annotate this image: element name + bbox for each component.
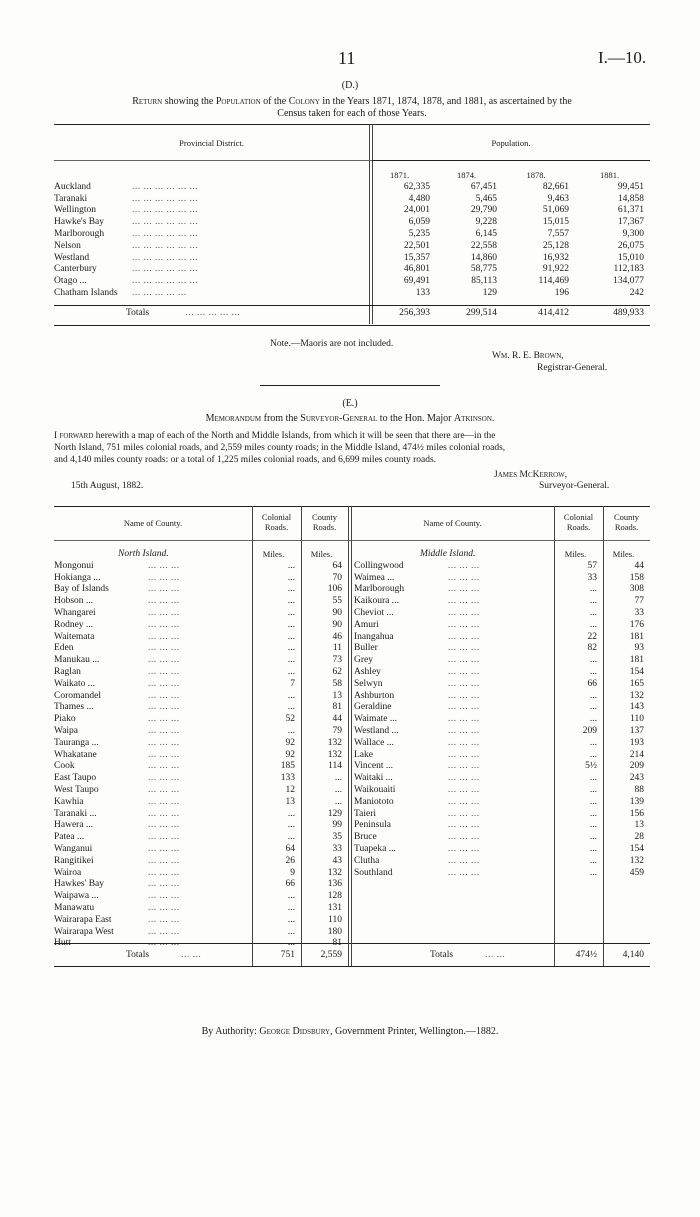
memorandum-paragraph: I forward herewith a map of each of the North and Middle Islands, from which it will be seen that there are—in the North Island, 751 miles colonial roads, and 2,559 miles county roads; in the Middle Island, 474½ miles colonial roads, and 4,140 miles county roads: or a total of 1,225 miles colonial roads, and 6,699 miles county roads. — [54, 431, 506, 465]
col-population: Population. — [491, 138, 531, 148]
section-e-label: (E.) — [342, 398, 358, 409]
middle-col-county-roads: County Roads. — [613, 512, 640, 532]
table-row: Coromandel ... ... ... ... 13 — [54, 690, 342, 701]
table-row: Grey ... ... ... ... 181 — [354, 655, 644, 666]
population-table — [54, 170, 650, 300]
totals-row: Totals ... ... ... ... ... 256,393 299,514 414,412 489,933 — [126, 308, 644, 318]
table-row: Bay of Islands ... ... ... ... 106 — [54, 584, 342, 595]
table-row: Eden ... ... ... ... 11 — [54, 643, 342, 654]
table-row: Ashley ... ... ... ... 154 — [354, 666, 644, 677]
table-row: Wellington ... ... ... ... ... ... 24,001 29,790 51,069 61,371 — [54, 205, 644, 216]
table-row: Taranaki ... ... ... ... ... 129 — [54, 808, 342, 819]
north-island-table — [54, 549, 348, 950]
table-row: Lake ... ... ... ... 214 — [354, 749, 644, 760]
table-row: Hutt ... ... ... ... 81 — [54, 938, 342, 949]
table-row: Hawera ... ... ... ... ... 99 — [54, 820, 342, 831]
table-row: Piako ... ... ... 52 44 — [54, 714, 342, 725]
table-row: Hawkes' Bay ... ... ... 66 136 — [54, 879, 342, 890]
table-row: Cook ... ... ... 185 114 — [54, 761, 342, 772]
table-row: Auckland ... ... ... ... ... ... 62,335 67,451 82,661 99,451 — [54, 181, 644, 192]
section-d-title: Return showing the Population of the Colony in the Years 1871, 1874, 1878, and 1881, as ascertained by the Census taken for each of those Years. — [132, 96, 572, 119]
table-row: Hawke's Bay ... ... ... ... ... ... 6,059 9,228 15,015 17,367 — [54, 217, 644, 228]
table-row: Wairoa ... ... ... 9 132 — [54, 867, 342, 878]
table-row: Buller ... ... ... 82 93 — [354, 643, 644, 654]
table-row: Amuri ... ... ... ... 176 — [354, 619, 644, 630]
table-row: Waipa ... ... ... ... 79 — [54, 725, 342, 736]
col-provincial-district: Provincial District. — [179, 138, 244, 148]
table-row: Taieri ... ... ... ... 156 — [354, 808, 644, 819]
table-row: Ashburton ... ... ... ... 132 — [354, 690, 644, 701]
table-row: Cheviot ... ... ... ... ... 33 — [354, 607, 644, 618]
table-row: Marlborough ... ... ... ... ... ... 5,235 6,145 7,557 9,300 — [54, 228, 644, 239]
table-row: Hokianga ... ... ... ... ... 70 — [54, 572, 342, 583]
table-row: Middle Island. Miles. Miles. — [420, 549, 635, 559]
table-row: Otago ... ... ... ... ... ... ... 69,491 85,113 114,469 134,077 — [54, 276, 644, 287]
totals-row: Totals ... ... 474½ 4,140 — [430, 950, 644, 960]
section-d-label: (D.) — [341, 80, 359, 91]
table-row: Hobson ... ... ... ... ... 55 — [54, 596, 342, 607]
table-row: Waimea ... ... ... ... 33 158 — [354, 572, 644, 583]
table-row: Wallace ... ... ... ... ... 193 — [354, 737, 644, 748]
table-row: North Island. Miles. Miles. — [118, 549, 333, 559]
table-row: Wairarapa West ... ... ... ... 180 — [54, 926, 342, 937]
table-row: Taranaki ... ... ... ... ... ... 4,480 5,465 9,463 14,858 — [54, 193, 644, 204]
table-row: Kawhia ... ... ... 13 ... — [54, 796, 342, 807]
north-col-county: Name of County. — [123, 518, 183, 528]
table-row: Bruce ... ... ... ... 28 — [354, 832, 644, 843]
table-row: Wanganui ... ... ... 64 33 — [54, 843, 342, 854]
note-maoris: Note.—Maoris are not included. — [270, 339, 394, 349]
table-row: Vincent ... ... ... ... 5½ 209 — [354, 761, 644, 772]
page-reference: I.—10. — [598, 48, 647, 67]
table-row: Rodney ... ... ... ... ... 90 — [54, 619, 342, 630]
memorandum-title: Memorandum from the Surveyor-General to the Hon. Major Atkinson. — [205, 413, 495, 424]
table-row: Nelson ... ... ... ... ... ... 22,501 22,558 25,128 26,075 — [54, 240, 644, 251]
middle-island-table — [354, 549, 650, 879]
table-row: Marlborough ... ... ... ... 308 — [354, 584, 644, 595]
table-row: Manukau ... ... ... ... ... 73 — [54, 655, 342, 666]
table-row: Whangarei ... ... ... ... 90 — [54, 607, 342, 618]
table-row: Westland ... ... ... ... ... ... 15,357 14,860 16,932 15,010 — [54, 252, 644, 263]
table-row: Inangahua ... ... ... 22 181 — [354, 631, 644, 642]
table-row: Tauranga ... ... ... ... 92 132 — [54, 737, 342, 748]
page-number: 11 — [338, 48, 356, 68]
table-row: Maniototo ... ... ... ... 139 — [354, 796, 644, 807]
totals-row: Totals ... ... 751 2,559 — [126, 950, 342, 960]
table-row: Canterbury ... ... ... ... ... ... 46,801 58,775 91,922 112,183 — [54, 264, 644, 275]
table-row: Rangitikei ... ... ... 26 43 — [54, 855, 342, 866]
table-row: Kaikoura ... ... ... ... ... 77 — [354, 596, 644, 607]
table-row: Thames ... ... ... ... ... 81 — [54, 702, 342, 713]
north-totals — [54, 950, 348, 962]
middle-totals — [354, 950, 650, 962]
table-row: 1871. 1874. 1878. 1881. — [389, 170, 620, 180]
table-row: Westland ... ... ... ... 209 137 — [354, 725, 644, 736]
footer-authority: By Authority: George Didsbury, Government Printer, Wellington.—1882. — [201, 1026, 499, 1037]
table-row: Waikato ... ... ... ... 7 58 — [54, 678, 342, 689]
table-row: Geraldine ... ... ... ... 143 — [354, 702, 644, 713]
table-row: Chatham Islands ... ... ... ... ... 133 129 196 242 — [54, 287, 644, 298]
table-row: Wairarapa East ... ... ... ... 110 — [54, 914, 342, 925]
table-row: Tuapeka ... ... ... ... ... 154 — [354, 843, 644, 854]
table-row: Clutha ... ... ... ... 132 — [354, 855, 644, 866]
table-row: Whakatane ... ... ... 92 132 — [54, 749, 342, 760]
table-row: Waitaki ... ... ... ... ... 243 — [354, 773, 644, 784]
table-row: Manawatu ... ... ... ... 131 — [54, 902, 342, 913]
table-row: Raglan ... ... ... ... 62 — [54, 666, 342, 677]
table-row: Southland ... ... ... ... 459 — [354, 867, 644, 878]
table-row: East Taupo ... ... ... 133 ... — [54, 773, 342, 784]
middle-col-county: Name of County. — [423, 518, 482, 528]
surveyor-signature: James McKerrow, — [494, 470, 568, 480]
middle-col-colonial: Colonial Roads. — [563, 512, 594, 532]
table-row: Collingwood ... ... ... 57 44 — [354, 560, 644, 571]
north-col-colonial: Colonial Roads. — [261, 512, 292, 532]
table-row: Waikouaiti ... ... ... ... 88 — [354, 784, 644, 795]
table-row: West Taupo ... ... ... 12 ... — [54, 784, 342, 795]
table-row: Mongonui ... ... ... ... 64 — [54, 560, 342, 571]
memo-date: 15th August, 1882. — [71, 481, 144, 491]
registrar-title: Registrar-General. — [537, 363, 608, 373]
registrar-signature: Wm. R. E. Brown, — [492, 351, 564, 361]
table-row: Peninsula ... ... ... ... 13 — [354, 820, 644, 831]
table-row: Patea ... ... ... ... ... 35 — [54, 832, 342, 843]
population-totals — [54, 308, 650, 320]
table-row: Waitemata ... ... ... ... 46 — [54, 631, 342, 642]
north-col-county-roads: County Roads. — [311, 512, 338, 532]
table-row: Waipawa ... ... ... ... ... 128 — [54, 891, 342, 902]
surveyor-title: Surveyor-General. — [539, 481, 610, 491]
table-row: Selwyn ... ... ... 66 165 — [354, 678, 644, 689]
table-row: Waimate ... ... ... ... ... 110 — [354, 714, 644, 725]
